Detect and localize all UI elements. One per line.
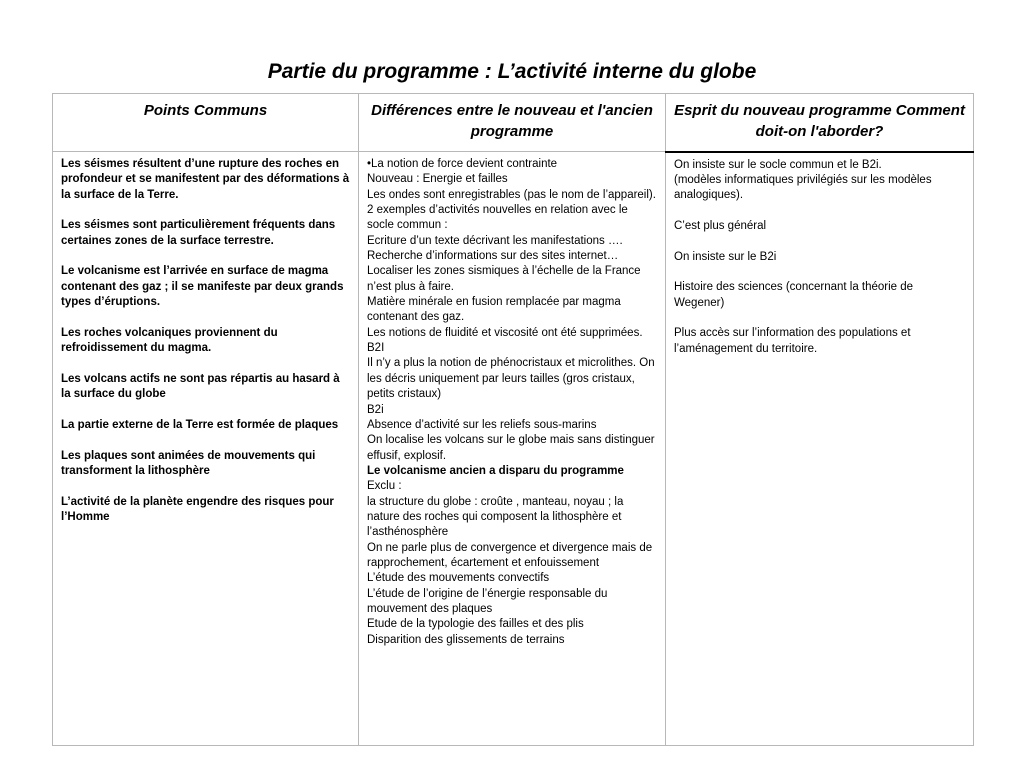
program-comparison-table: [52, 93, 974, 746]
list-item: On insiste sur le socle commun et le B2i.: [674, 158, 882, 171]
list-item: Matière minérale en fusion remplacée par magma contenant des gaz.: [367, 296, 621, 324]
list-item: Les séismes sont particulièrement fréquents dans certaines zones de la surface terrestre.: [61, 219, 336, 247]
list-item: (modèles informatiques privilégiés sur les modèles analogiques).: [674, 173, 932, 202]
list-item: B2i: [367, 403, 384, 416]
list-item: Nouveau : Energie et failles: [367, 173, 508, 186]
cell-points-communs: [53, 152, 359, 746]
list-item-emphasis: Le volcanisme ancien a disparu du programme: [367, 464, 624, 477]
list-item: Les notions de fluidité et viscosité ont été supprimées.: [367, 326, 643, 339]
cell-differences: [359, 152, 666, 746]
list-item: La partie externe de la Terre est formée de plaques: [61, 418, 339, 431]
list-item: L’étude des mouvements convectifs: [367, 572, 550, 585]
list-item: Les volcans actifs ne sont pas répartis au hasard à la surface du globe: [61, 372, 340, 401]
list-item: C’est plus général: [674, 219, 767, 232]
list-item: 2 exemples d’activités nouvelles en relation avec le socle commun :: [367, 204, 628, 232]
header-esprit: Esprit du nouveau programme Comment doit-on l'aborder?: [666, 94, 974, 152]
list-item: •La notion de force devient contrainte: [367, 158, 558, 170]
table-row: [53, 152, 974, 746]
list-item: Ecriture d’un texte décrivant les manifestations ….: [367, 234, 623, 247]
list-item: Disparition des glissements de terrains: [367, 633, 565, 646]
list-item: Absence d’activité sur les reliefs sous-marins: [367, 418, 597, 431]
list-item: Le volcanisme est l’arrivée en surface de magma contenant des gaz ; il se manifeste par deux grands types d’éruptions.: [61, 265, 344, 309]
header-differences: Différences entre le nouveau et l'ancien programme: [359, 94, 666, 152]
list-item: Recherche d’informations sur des sites internet…: [367, 250, 619, 263]
list-item: la structure du globe : croûte , manteau, noyau ; la nature des roches qui composent la lithosphère et l’asthénosphère: [367, 495, 624, 539]
list-item: Plus accès sur l’information des populations et l’aménagement du territoire.: [674, 327, 911, 355]
list-item: Les plaques sont animées de mouvements qui transforment la lithosphère: [61, 449, 316, 477]
list-item: Localiser les zones sismiques à l’échelle de la France n’est plus à faire.: [367, 265, 641, 293]
table-header-row: [53, 94, 974, 152]
program-table-container: [52, 93, 973, 746]
list-item: Etude de la typologie des failles et des plis: [367, 618, 584, 631]
list-item: Les ondes sont enregistrables (pas le nom de l’appareil).: [367, 188, 656, 201]
list-item: Les roches volcaniques proviennent du refroidissement du magma.: [61, 326, 278, 355]
page-title: Partie du programme : L’activité interne du globe: [267, 60, 757, 83]
list-item: Les séismes résultent d’une rupture des roches en profondeur et se manifestent par des déformations à la surface de la Terre.: [61, 158, 350, 201]
cell-esprit: [666, 152, 974, 746]
list-item: L’étude de l’origine de l’énergie responsable du mouvement des plaques: [367, 587, 608, 615]
list-item: Il n’y a plus la notion de phénocristaux et microlithes. On les décris uniquement par leurs tailles (gros cristaux, petits cristaux): [367, 357, 655, 401]
list-item: On localise les volcans sur le globe mais sans distinguer effusif, explosif.: [367, 434, 655, 462]
list-item: On ne parle plus de convergence et divergence mais de rapprochement, écartement et enfouissement: [367, 541, 653, 569]
list-item: B2I: [367, 342, 385, 355]
list-item: Exclu :: [367, 480, 402, 493]
list-item: Histoire des sciences (concernant la théorie de Wegener): [674, 281, 914, 309]
header-points-communs: Points Communs: [53, 94, 359, 152]
list-item: L’activité de la planète engendre des risques pour l’Homme: [61, 495, 334, 523]
list-item: On insiste sur le B2i: [674, 250, 777, 263]
